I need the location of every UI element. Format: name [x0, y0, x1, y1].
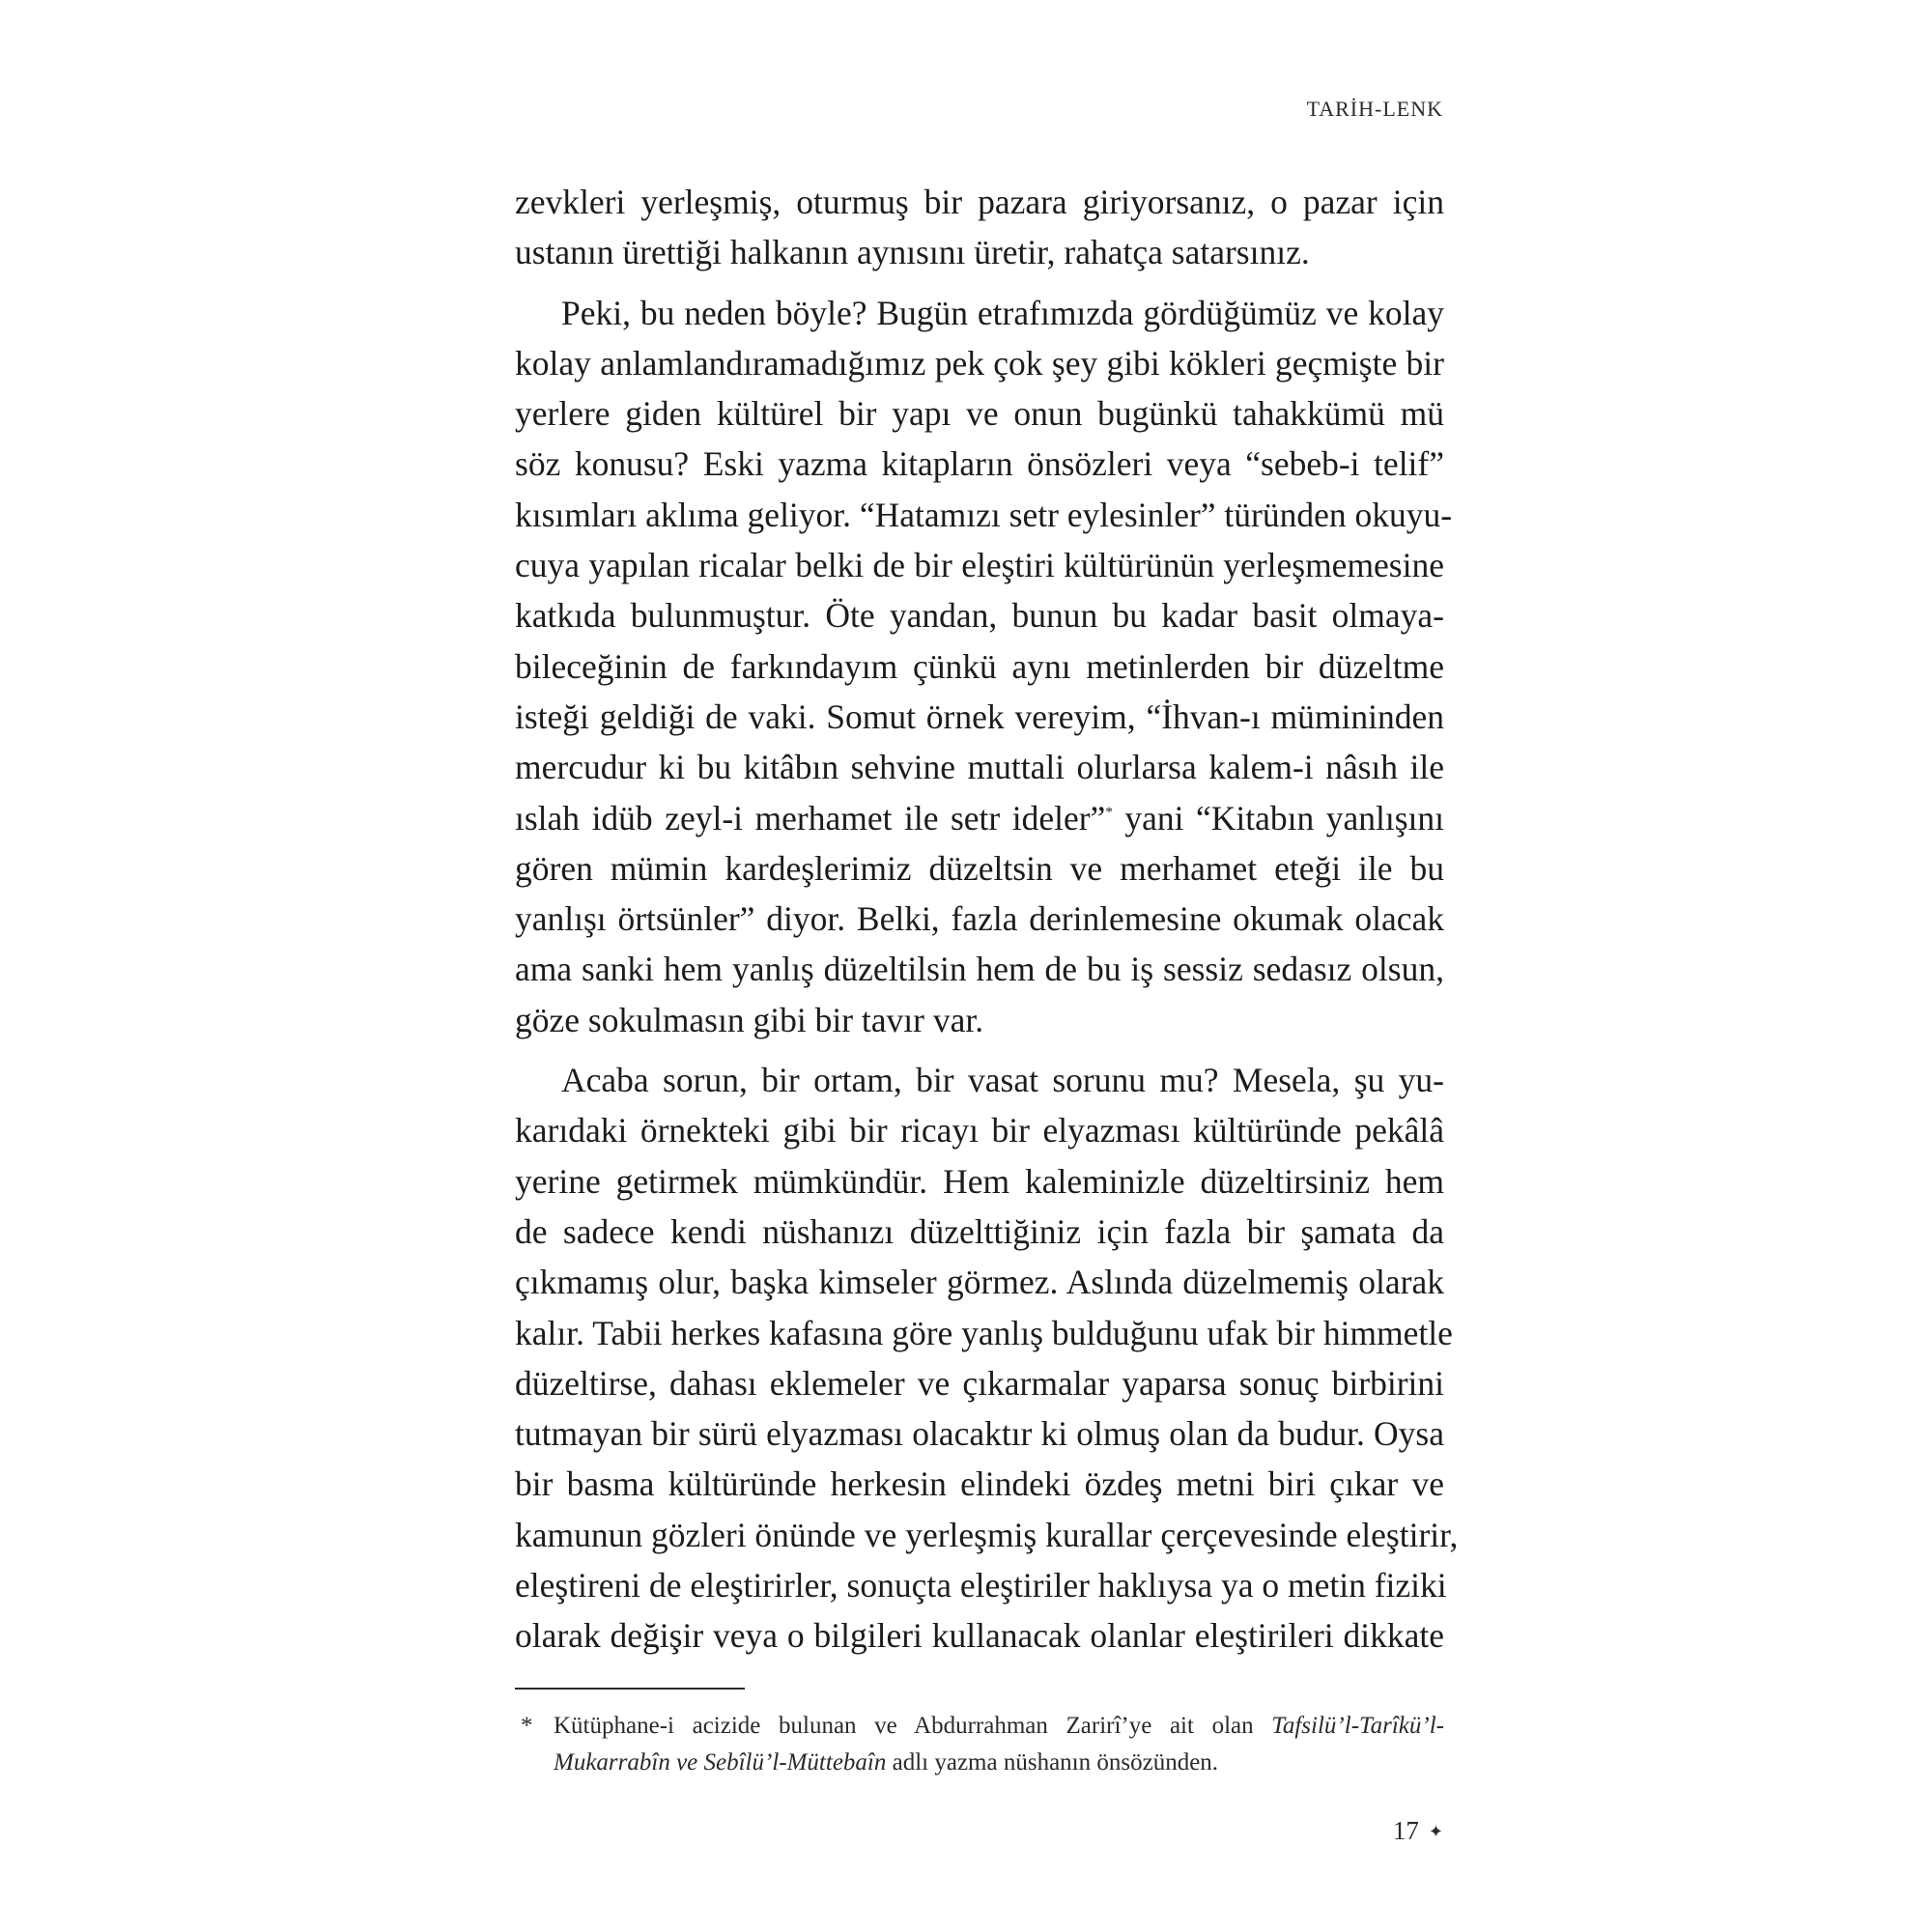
- text-line: kısımları aklıma geliyor. “Hatamızı setr eylesinler” türünden okuyu-: [515, 495, 1453, 534]
- footnote-ref[interactable]: *: [1105, 804, 1113, 820]
- text-line: isteği geldiği de vaki. Somut örnek vereyim, “İhvan-ı mümininden: [515, 696, 1444, 736]
- text-line: ama sanki hem yanlış düzeltilsin hem de bu iş sessiz sedasız olsun,: [515, 950, 1444, 989]
- text-line: katkıda bulunmuştur. Öte yandan, bunun bu kadar basit olmaya-: [515, 596, 1444, 636]
- text-line: söz konusu? Eski yazma kitapların önsözleri veya “sebeb-i telif”: [515, 444, 1444, 484]
- text-line: eleştireni de eleştirirler, sonuçta eleştiriler haklıysa ya o metin fiziki: [515, 1566, 1447, 1605]
- text-line: yerine getirmek mümkündür. Hem kaleminizle düzeltirsiniz hem: [515, 1161, 1444, 1201]
- text-line: yerlere giden kültürel bir yapı ve onun bugünkü tahakkümü mü: [515, 394, 1444, 434]
- folio-ornament-icon: ✦: [1428, 1822, 1443, 1841]
- text-line: olarak değişir veya o bilgileri kullanacak olanlar eleştirileri dikkate: [515, 1616, 1444, 1656]
- text-line: mercudur ki bu kitâbın sehvine muttali olurlarsa kalem-i nâsıh ile: [515, 748, 1444, 787]
- text-line: Peki, bu neden böyle? Bugün etrafımızda gördüğümüz ve kolay: [561, 293, 1444, 332]
- footnote-text: Kütüphane-i acizide bulunan ve Abdurrahman Zarirî’ye ait olan: [554, 1713, 1272, 1739]
- paragraph: [515, 1055, 1459, 1662]
- footnote-title-italic: Tafsilü’l-Tarîkü’l-: [1271, 1713, 1444, 1739]
- page-number-value: 17: [1392, 1816, 1419, 1845]
- text-line: yanlışı örtsünler” diyor. Belki, fazla derinlemesine okumak olacak: [515, 899, 1444, 939]
- page-number: [1333, 1816, 1443, 1846]
- text-line-with-footnote-ref: [515, 793, 1444, 843]
- footnote-title-italic: Mukarrabîn ve Sebîlü’l-Müttebaîn: [554, 1749, 887, 1776]
- text-line: de sadece kendi nüshanızı düzelttiğiniz için fazla bir şamata da: [515, 1211, 1444, 1251]
- paragraph: [515, 288, 1453, 1045]
- text-line: çıkmamış olur, başka kimseler görmez. Aslında düzelmemiş olarak: [515, 1263, 1444, 1302]
- running-head: TARİH-LENK: [1306, 97, 1443, 121]
- footnote-line: [515, 1708, 1444, 1745]
- text-span: yani “Kitabın yanlışını: [1112, 798, 1444, 838]
- text-line: ustanın ürettiği halkanın aynısını üretir, rahatça satarsınız.: [515, 233, 1310, 272]
- text-line: tutmayan bir sürü elyazması olacaktır ki olmuş olan da budur. Oysa: [515, 1414, 1444, 1454]
- body-text: [515, 177, 1459, 1662]
- footnote: [515, 1708, 1444, 1781]
- footnote-divider: [515, 1688, 745, 1690]
- text-line: kalır. Tabii herkes kafasına göre yanlış bulduğunu ufak bir himmetle: [515, 1313, 1453, 1352]
- text-line: kolay anlamlandıramadığımız pek çok şey gibi kökleri geçmişte bir: [515, 343, 1444, 383]
- text-line: bir basma kültüründe herkesin elindeki özdeş metni biri çıkar ve: [515, 1464, 1444, 1504]
- footnote-text: adlı yazma nüshanın önsözünden.: [886, 1749, 1219, 1776]
- text-line: zevkleri yerleşmiş, oturmuş bir pazara giriyorsanız, o pazar için: [515, 183, 1444, 221]
- text-line: göze sokulmasın gibi bir tavır var.: [515, 1000, 984, 1039]
- text-line: kamunun gözleri önünde ve yerleşmiş kurallar çerçevesinde eleştirir,: [515, 1515, 1459, 1554]
- text-span: ıslah idüb zeyl-i merhamet ile setr ideler”: [515, 798, 1106, 838]
- text-line: bileceğinin de farkındayım çünkü aynı metinlerden bir düzeltme: [515, 646, 1444, 686]
- text-line: karıdaki örnekteki gibi bir ricayı bir elyazması kültüründe pekâlâ: [515, 1111, 1444, 1151]
- text-line: düzeltirse, dahası eklemeler ve çıkarmalar yaparsa sonuç birbirini: [515, 1363, 1444, 1403]
- text-line: Acaba sorun, bir ortam, bir vasat sorunu mu? Mesela, şu yu-: [561, 1061, 1444, 1100]
- footnote-line: [515, 1745, 1444, 1781]
- text-line: cuya yapılan ricalar belki de bir eleştiri kültürünün yerleşmemesine: [515, 546, 1444, 585]
- text-line: gören mümin kardeşlerimiz düzeltsin ve merhamet eteği ile bu: [515, 848, 1444, 888]
- footnote-marker: *: [521, 1713, 533, 1739]
- paragraph: [515, 177, 1444, 278]
